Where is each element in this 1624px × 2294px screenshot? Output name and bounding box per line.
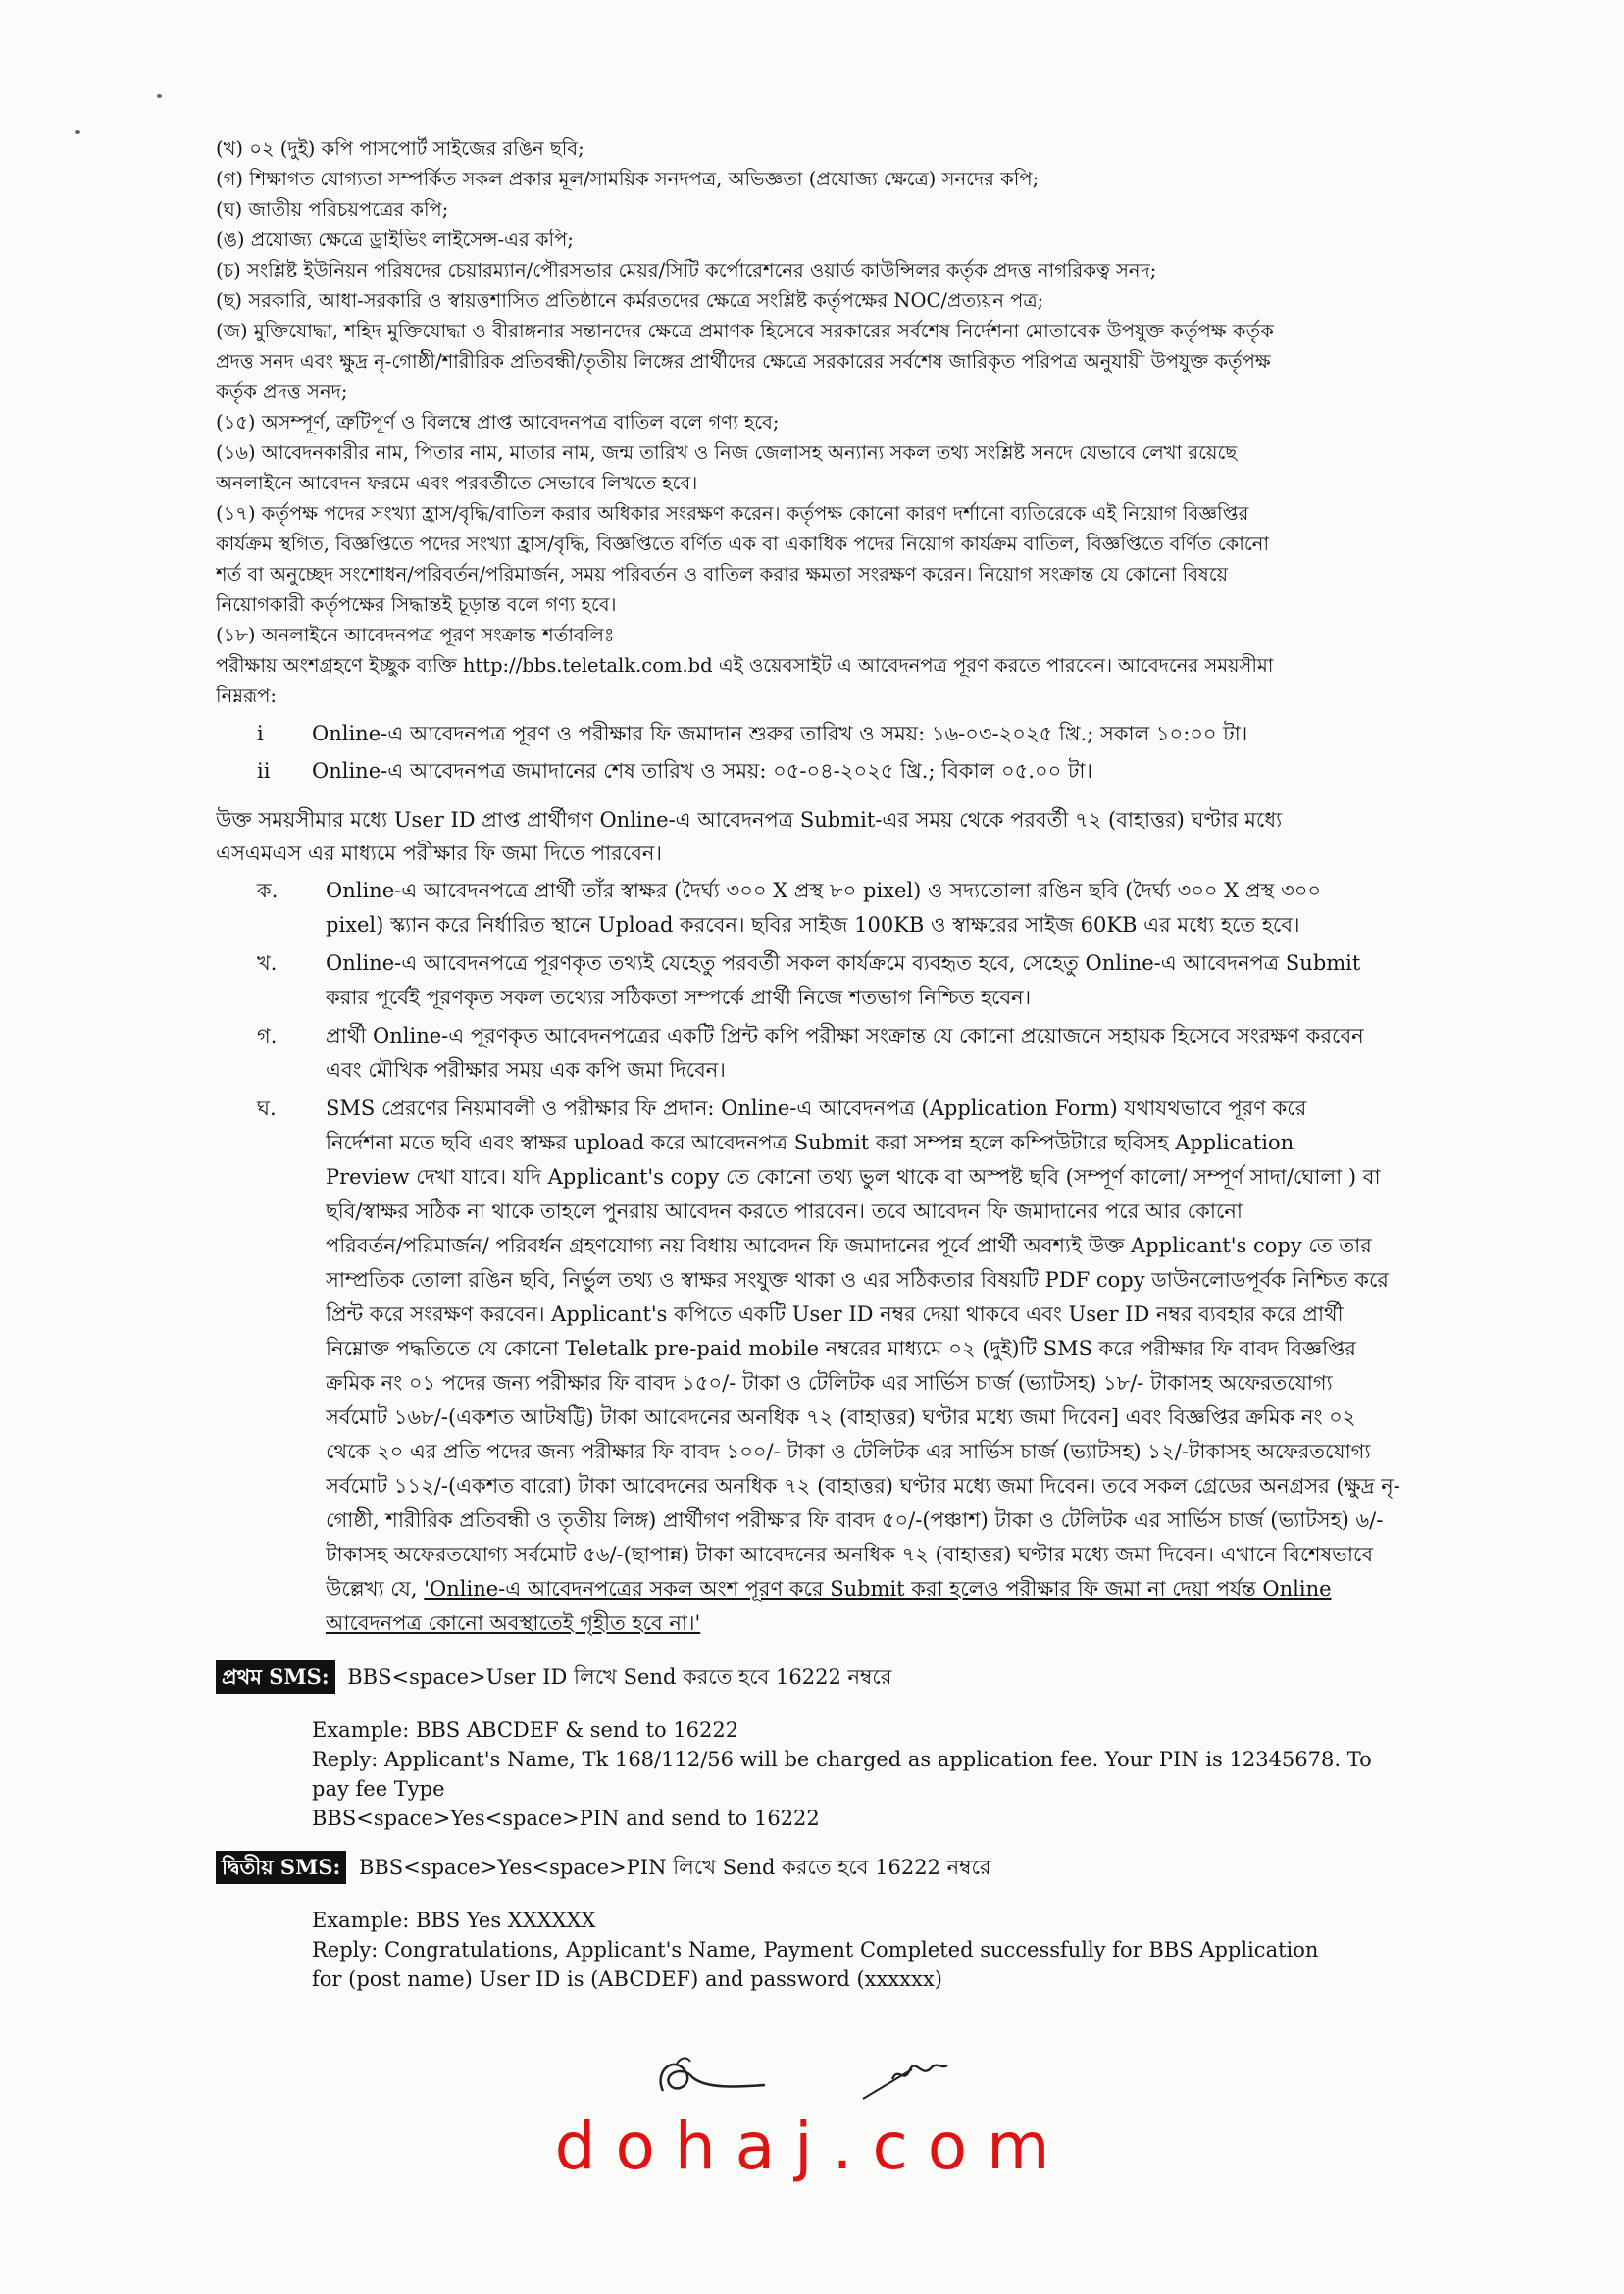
text-line: সাম্প্রতিক তোলা রঙিন ছবি, নির্ভুল তথ্য ও স্বাক্ষর সংযুক্ত থাকা ও এর সঠিকতার বিষয়টি PDF copy ডাউনলোডপূর্বক নিশ্চিত করে (326, 1268, 1389, 1292)
reply-line: pay fee Type (312, 1777, 445, 1801)
condition-item (257, 1092, 1444, 1641)
text-line: উক্ত সময়সীমার মধ্যে User ID প্রাপ্ত প্রার্থীগণ Online-এ আবেদনপত্র Submit-এর সময় থেকে পরবর্তী ৭২ (বাহাত্তর) ঘণ্টার মধ্যে (216, 808, 1283, 832)
second-sms-label: দ্বিতীয় SMS: (216, 1851, 346, 1884)
first-sms-row (216, 1660, 1444, 1694)
clause-16 (216, 437, 1444, 498)
schedule-number: i (257, 722, 264, 745)
schedule-number: ii (257, 759, 271, 783)
text-line: পরিবর্তন/পরিমার্জন/ পরিবর্ধন গ্রহণযোগ্য নয় বিধায় আবেদন ফি জমাদানের পূর্বে প্রার্থী অবশ্যই উক্ত Applicant's copy তে তার (326, 1234, 1372, 1257)
reply-line: Reply: Congratulations, Applicant's Name, Payment Completed successfully for BBS Application (312, 1938, 1319, 1962)
condition-number: ক. (257, 879, 279, 902)
document-item: (ছ) সরকারি, আধা-সরকারি ও স্বায়ত্তশাসিত প্রতিষ্ঠানে কর্মরতদের ক্ষেত্রে সংশ্লিষ্ট কর্তৃপক্ষের NOC/প্রত্যয়ন পত্র; (216, 289, 1044, 312)
document-item-j (216, 316, 1444, 407)
second-sms-example (312, 1906, 1444, 1994)
text-line: অনলাইনে আবেদন ফরমে এবং পরবর্তীতে সেভাবে লিখতে হবে। (216, 472, 698, 494)
clause-18-intro (216, 650, 1444, 711)
first-sms-example (312, 1715, 1444, 1833)
schedule-text: Online-এ আবেদনপত্র জমাদানের শেষ তারিখ ও সময়: ০৫-০৪-২০২৫ খ্রি.; বিকাল ০৫.০০ টা। (312, 759, 1092, 783)
handwritten-signature (647, 2040, 1020, 2118)
scan-speck (157, 94, 162, 98)
text-line: সর্বমোট ১১২/-(একশত বারো) টাকা আবেদনের অনধিক ৭২ (বাহাত্তর) ঘণ্টার মধ্যে জমা দিবেন। তবে সকল গ্রেডের অনগ্রসর (ক্ষুদ্র নৃ- (326, 1474, 1400, 1498)
example-line: Example: BBS Yes XXXXXX (312, 1909, 596, 1932)
text-line: প্রার্থী Online-এ পূরণকৃত আবেদনপত্রের একটি প্রিন্ট কপি পরীক্ষা সংক্রান্ত যে কোনো প্রয়োজনে সহায়ক হিসেবে সংরক্ষণ করবেন (326, 1024, 1364, 1047)
text-line: পরীক্ষায় অংশগ্রহণে ইচ্ছুক ব্যক্তি http://bbs.teletalk.com.bd এই ওয়েবসাইট এ আবেদনপত্র পূরণ করতে পারবেন। আবেদনের সময়সীমা (216, 654, 1274, 677)
text-line: গোষ্ঠী, শারীরিক প্রতিবন্ধী ও তৃতীয় লিঙ্গ) প্রার্থীগণ পরীক্ষার ফি বাবদ ৫০/-(পঞ্চাশ) টাকা ও টেলিটক এর সার্ভিস চার্জ (ভ্যাটসহ) ৬/- (326, 1508, 1384, 1532)
document-item: (ঘ) জাতীয় পরিচয়পত্রের কপি; (216, 198, 449, 221)
example-line: Example: BBS ABCDEF & send to 16222 (312, 1718, 739, 1742)
text-line: SMS প্রেরণের নিয়মাবলী ও পরীক্ষার ফি প্রদান: Online-এ আবেদনপত্র (Application Form) যথাযথভাবে পূরণ করে (326, 1096, 1307, 1120)
required-documents-list (216, 133, 1444, 407)
clause-17 (216, 498, 1444, 620)
document-item: (গ) শিক্ষাগত যোগ্যতা সম্পর্কিত সকল প্রকার মূল/সাময়িক সনদপত্র, অভিজ্ঞতা (প্রযোজ্য ক্ষেত্রে) সনদের কপি; (216, 168, 1040, 190)
text-line: নিম্নোক্ত পদ্ধতিতে যে কোনো Teletalk pre-paid mobile নম্বরের মাধ্যমে ০২ (দুই)টি SMS করে পরীক্ষার ফি বাবদ বিজ্ঞপ্তির (326, 1337, 1356, 1360)
emphasis-prefix: উল্লেখ্য যে, (326, 1577, 425, 1601)
text-line: সর্বমোট ১৬৮/-(একশত আটষট্টি) টাকা আবেদনের অনধিক ৭২ (বাহাত্তর) ঘণ্টার মধ্যে জমা দিবেন] এবং বিজ্ঞপ্তির ক্রমিক নং ০২ (326, 1405, 1356, 1429)
condition-item (257, 1019, 1444, 1088)
condition-number: ঘ. (257, 1096, 277, 1120)
text-line: ছবি/স্বাক্ষর সঠিক না থাকে তাহলে পুনরায় আবেদন করতে পারবেন। তবে আবেদন ফি জমাদানের পরে আর কোনো (326, 1199, 1243, 1223)
emphasis-text: 'Online-এ আবেদনপত্রের সকল অংশ পূরণ করে Submit করা হলেও পরীক্ষার ফি জমা না দেয়া পর্যন্ত Online (424, 1577, 1332, 1601)
emphasis-text: আবেদনপত্র কোনো অবস্থাতেই গৃহীত হবে না।' (326, 1611, 701, 1635)
condition-item (257, 874, 1444, 943)
second-sms-instruction: BBS<space>Yes<space>PIN লিখে Send করতে হবে 16222 নম্বরে (352, 1856, 991, 1879)
text-line: Online-এ আবেদনপত্রে প্রার্থী তাঁর স্বাক্ষর (দৈর্ঘ্য ৩০০ X প্রস্থ ৮০ pixel) ও সদ্যতোলা রঙিন ছবি (দৈর্ঘ্য ৩০০ X প্রস্থ ৩০০ (326, 879, 1322, 902)
text-line: এসএমএস এর মাধ্যমে পরীক্ষার ফি জমা দিতে পারবেন। (216, 841, 662, 865)
text-line: থেকে ২০ এর প্রতি পদের জন্য পরীক্ষার ফি বাবদ ১০০/- টাকা ও টেলিটক এর সার্ভিস চার্জ (ভ্যাটসহ) ১২/-টাকাসহ অফেরতযোগ্য (326, 1440, 1371, 1463)
condition-number: গ. (257, 1024, 278, 1047)
document-item: (চ) সংশ্লিষ্ট ইউনিয়ন পরিষদের চেয়ারম্যান/পৌরসভার মেয়র/সিটি কর্পোরেশনের ওয়ার্ড কাউন্সিলর কর্তৃক প্রদত্ত নাগরিকত্ব সনদ; (216, 259, 1157, 281)
schedule-item (257, 715, 1444, 752)
text-line: (জ) মুক্তিযোদ্ধা, শহিদ মুক্তিযোদ্ধা ও বীরাঙ্গনার সন্তানদের ক্ষেত্রে প্রমাণক হিসেবে সরকারের সর্বশেষ নির্দেশনা মোতাবেক উপযুক্ত কর্তৃপক্ষ কর্তৃক (216, 320, 1274, 342)
text-line: কর্তৃক প্রদত্ত সনদ; (216, 381, 348, 403)
text-line: ক্রমিক নং ০১ পদের জন্য পরীক্ষার ফি বাবদ ১৫০/- টাকা ও টেলিটক এর সার্ভিস চার্জ (ভ্যাটসহ) ১৮/- টাকাসহ অফেরতযোগ্য (326, 1371, 1333, 1395)
clause-15: (১৫) অসম্পূর্ণ, ত্রুটিপূর্ণ ও বিলম্বে প্রাপ্ত আবেদনপত্র বাতিল বলে গণ্য হবে; (216, 411, 780, 433)
condition-item (257, 946, 1444, 1015)
scan-speck (75, 130, 80, 134)
document-body (216, 133, 1444, 1994)
schedule-text: Online-এ আবেদনপত্র পূরণ ও পরীক্ষার ফি জমাদান শুরুর তারিখ ও সময়: ১৬-০৩-২০২৫ খ্রি.; সকাল ১০:০০ টা। (312, 722, 1248, 745)
clause-18-title: (১৮) অনলাইনে আবেদনপত্র পূরণ সংক্রান্ত শর্তাবলিঃ (216, 624, 615, 646)
reply-line: Reply: Applicant's Name, Tk 168/112/56 will be charged as application fee. Your PIN is 12345678. To (312, 1748, 1372, 1771)
watermark: dohaj.com (554, 2109, 1070, 2184)
text-line: টাকাসহ অফেরতযোগ্য সর্বমোট ৫৬/-(ছাপান্ন) টাকা আবেদনের অনধিক ৭২ (বাহাত্তর) ঘণ্টার মধ্যে জমা দিবেন। এখানে বিশেষভাবে (326, 1543, 1374, 1566)
text-line: শর্ত বা অনুচ্ছেদ সংশোধন/পরিবর্তন/পরিমার্জন, সময় পরিবর্তন ও বাতিল করার ক্ষমতা সংরক্ষণ করেন। নিয়োগ সংক্রান্ত যে কোনো বিষয়ে (216, 563, 1229, 586)
document-item: (ঙ) প্রযোজ্য ক্ষেত্রে ড্রাইভিং লাইসেন্স-এর কপি; (216, 229, 574, 251)
within-time-note (216, 803, 1444, 870)
text-line: নির্দেশনা মতে ছবি এবং স্বাক্ষর upload করে আবেদনপত্র Submit করা সম্পন্ন হলে কম্পিউটারে ছবিসহ Application (326, 1131, 1294, 1154)
first-sms-label: প্রথম SMS: (216, 1660, 335, 1694)
text-line: pixel) স্ক্যান করে নির্ধারিত স্থানে Upload করবেন। ছবির সাইজ 100KB ও স্বাক্ষরের সাইজ 60KB এর মধ্যে হতে হবে। (326, 913, 1300, 937)
second-sms-row (216, 1851, 1444, 1884)
text-line: (১৭) কর্তৃপক্ষ পদের সংখ্যা হ্রাস/বৃদ্ধি/বাতিল করার অধিকার সংরক্ষণ করেন। কর্তৃপক্ষ কোনো কারণ দর্শানো ব্যতিরেকে এই নিয়োগ বিজ্ঞপ্তির (216, 502, 1249, 525)
text-line: নিয়োগকারী কর্তৃপক্ষের সিদ্ধান্তই চূড়ান্ত বলে গণ্য হবে। (216, 593, 617, 616)
schedule-item (257, 752, 1444, 790)
text-line: নিম্নরূপ: (216, 685, 278, 707)
text-line: কার্যক্রম স্থগিত, বিজ্ঞপ্তিতে পদের সংখ্যা হ্রাস/বৃদ্ধি, বিজ্ঞপ্তিতে বর্ণিত এক বা একাধিক পদের নিয়োগ কার্যক্রম বাতিল, বিজ্ঞপ্তিতে বর্ণিত কোনো (216, 533, 1270, 555)
text-line: করার পূর্বেই পূরণকৃত সকল তথ্যের সঠিকতা সম্পর্কে প্রার্থী নিজে শতভাগ নিশ্চিত হবেন। (326, 986, 1032, 1009)
text-line: Preview দেখা যাবে। যদি Applicant's copy তে কোনো তথ্য ভুল থাকে বা অস্পষ্ট ছবি (সম্পূর্ণ কালো/ সম্পূর্ণ সাদা/ঘোলা ) বা (326, 1165, 1381, 1189)
text-line: Online-এ আবেদনপত্রে পূরণকৃত তথ্যই যেহেতু পরবর্তী সকল কার্যক্রমে ব্যবহৃত হবে, সেহেতু Online-এ আবেদনপত্র Submit (326, 951, 1361, 975)
schedule-list (216, 715, 1444, 790)
text-line: প্রদত্ত সনদ এবং ক্ষুদ্র নৃ-গোষ্ঠী/শারীরিক প্রতিবন্ধী/তৃতীয় লিঙ্গের প্রার্থীদের ক্ষেত্রে সরকারের সর্বশেষ জারিকৃত পরিপত্র অনুযায়ী উপযুক্ত কর্তৃপক্ষ (216, 350, 1271, 373)
text-line: (১৬) আবেদনকারীর নাম, পিতার নাম, মাতার নাম, জন্ম তারিখ ও নিজ জেলাসহ অন্যান্য সকল তথ্য সংশ্লিষ্ট সনদে যেভাবে লেখা রয়েছে (216, 441, 1238, 464)
conditions-list (216, 874, 1444, 1641)
document-item: (খ) ০২ (দুই) কপি পাসপোর্ট সাইজের রঙিন ছবি; (216, 137, 584, 160)
reply-line: BBS<space>Yes<space>PIN and send to 16222 (312, 1807, 820, 1830)
text-line: প্রিন্ট করে সংরক্ষণ করবেন। Applicant's কপিতে একটি User ID নম্বর দেয়া থাকবে এবং User ID নম্বর ব্যবহার করে প্রার্থী (326, 1302, 1344, 1326)
condition-number: খ. (257, 951, 278, 975)
first-sms-instruction: BBS<space>User ID লিখে Send করতে হবে 16222 নম্বরে (340, 1665, 892, 1689)
reply-line: for (post name) User ID is (ABCDEF) and password (xxxxxx) (312, 1967, 942, 1991)
text-line: এবং মৌখিক পরীক্ষার সময় এক কপি জমা দিবেন। (326, 1058, 726, 1082)
emphasis-line (326, 1572, 1444, 1606)
